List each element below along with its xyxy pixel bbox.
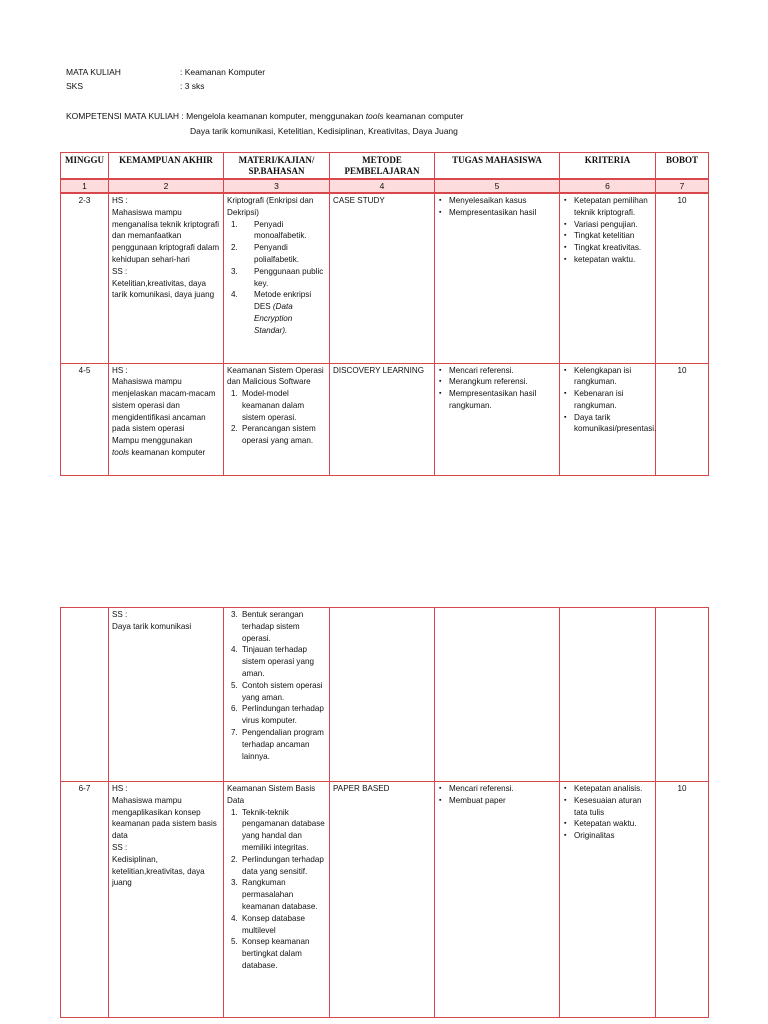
bobot-cell	[656, 608, 709, 782]
materi-item: 3. Penggunaan public key.	[240, 266, 326, 290]
kriteria-cell	[560, 363, 656, 475]
materi-title: Kriptografi (Enkripsi dan Dekripsi)	[227, 196, 314, 217]
kriteria-item: ▪ Ketepatan analisis.	[574, 783, 652, 795]
col-number: 2	[109, 179, 224, 193]
table-row	[61, 193, 709, 363]
sks-label: SKS	[66, 81, 84, 91]
rps-table-part-1	[60, 152, 709, 476]
materi-item	[240, 289, 326, 336]
tugas-item: ▪ Mencari referensi.	[449, 783, 556, 795]
materi-item: 2. Perlindungan terhadap data yang sensitif.	[240, 854, 326, 878]
kompetensi-line-1	[66, 111, 464, 122]
kemampuan-line: SS :	[112, 266, 128, 276]
materi-list	[227, 609, 326, 762]
bobot-cell: 10	[656, 193, 709, 363]
col-header-kriteria: KRITERIA	[560, 153, 656, 180]
kriteria-item: ▪ Tingkat kreativitas.	[574, 242, 652, 254]
materi-list	[227, 388, 326, 447]
materi-item: 3. Rangkuman permasalahan keamanan database.	[240, 877, 326, 912]
metode-cell	[330, 608, 435, 782]
tugas-list	[438, 365, 556, 412]
kemampuan-line: SS :	[112, 610, 128, 619]
kriteria-item: ▪ Variasi pengujian.	[574, 219, 652, 231]
materi-title: Keamanan Sistem Basis Data	[227, 784, 316, 805]
kriteria-cell	[560, 193, 656, 363]
tugas-item: ▪ Merangkum referensi.	[449, 376, 556, 388]
table-row	[61, 363, 709, 475]
kemampuan-line: Daya tarik komunikasi	[112, 621, 192, 631]
minggu-cell: 4-5	[61, 363, 109, 475]
col-header-tugas: TUGAS MAHASISWA	[435, 153, 560, 180]
minggu-cell: 6-7	[61, 782, 109, 1018]
kompetensi-tools: tools	[365, 111, 384, 121]
kemampuan-line: HS :	[112, 196, 128, 205]
tugas-item: ▪ Mempresentasikan hasil rangkuman.	[449, 388, 556, 412]
materi-item: 7. Pengendalian program terhadap ancaman lainnya.	[240, 727, 326, 762]
kriteria-cell	[560, 608, 656, 782]
col-header-bobot: BOBOT	[656, 153, 709, 180]
kemampuan-line: Mampu menggunakan	[112, 436, 193, 446]
kriteria-item: ▪ Ketepatan pemilihan teknik kriptografi.	[574, 195, 652, 219]
tugas-item: ▪ Mempresentasikan hasil	[449, 207, 556, 219]
materi-item: 4. Konsep database multilevel	[240, 913, 326, 937]
materi-cell	[224, 782, 330, 1018]
kriteria-item: ▪ ketepatan waktu.	[574, 254, 652, 266]
kriteria-item: ▪ Kebenaran isi rangkuman.	[574, 388, 652, 412]
kriteria-item: ▪ Ketepatan waktu.	[574, 818, 652, 830]
metode-cell: CASE STUDY	[330, 193, 435, 363]
kriteria-item: ▪ Kesesuaian aturan tata tulis	[574, 795, 652, 819]
table-header-row	[61, 153, 709, 180]
col-number: 5	[435, 179, 560, 193]
tugas-cell	[435, 608, 560, 782]
minggu-cell	[61, 608, 109, 782]
materi-cell	[224, 193, 330, 363]
col-number: 1	[61, 179, 109, 193]
materi-title: Keamanan Sistem Operasi dan Malicious Software	[227, 365, 324, 387]
kriteria-item: ▪ Kelengkapan isi rangkuman.	[574, 365, 652, 389]
kriteria-item: ▪ Tingkat ketelitian	[574, 230, 652, 242]
materi-cell	[224, 363, 330, 475]
materi-des-note: (Data Encryption Standar).	[254, 302, 293, 335]
kemampuan-line: Kedisiplinan, ketelitian,kreativitas, daya juang	[112, 854, 205, 888]
kriteria-item: ▪ Originalitas	[574, 830, 652, 842]
materi-item: 6. Perlindungan terhadap virus komputer.	[240, 703, 326, 727]
kriteria-cell	[560, 782, 656, 1018]
column-number-row	[61, 179, 709, 193]
materi-item: 5. Konsep keamanan bertingkat dalam database.	[240, 936, 326, 971]
materi-item: 2. Perancangan sistem operasi yang aman.	[240, 423, 326, 447]
kemampuan-cell	[109, 608, 224, 782]
materi-item-text: Metode enkripsi DES	[254, 290, 312, 312]
kriteria-list	[563, 195, 652, 266]
col-header-minggu: MINGGU	[61, 153, 109, 180]
kemampuan-cell	[109, 193, 224, 363]
kemampuan-line: SS :	[112, 842, 128, 852]
kemampuan-line: Mahasiswa mampu mengaplikasikan konsep keamanan pada sistem basis data	[112, 795, 217, 841]
col-header-kemampuan: KEMAMPUAN AKHIR	[109, 153, 224, 180]
col-header-metode: METODE PEMBELAJARAN	[330, 153, 435, 180]
kemampuan-line: Mahasiswa mampu menganalisa teknik kriptografi dan memanfaatkan penggunaan kriptografi dalam kehidupan sehari-hari	[112, 207, 220, 264]
col-number: 6	[560, 179, 656, 193]
bobot-cell: 10	[656, 782, 709, 1018]
materi-item: 3. Bentuk serangan terhadap sistem operasi.	[240, 609, 326, 644]
materi-cell	[224, 608, 330, 782]
kemampuan-tools-suffix: keamanan komputer	[129, 448, 206, 458]
col-header-materi: MATERI/KAJIAN/ SP.BAHASAN	[224, 153, 330, 180]
kemampuan-line: HS :	[112, 784, 128, 793]
tugas-list	[438, 195, 556, 219]
kriteria-list	[563, 365, 657, 436]
metode-cell: DISCOVERY LEARNING	[330, 363, 435, 475]
kriteria-list	[563, 783, 652, 842]
tugas-item: ▪ Menyelesaikan kasus	[449, 195, 556, 207]
materi-item: 1. Penyadi monoalfabetik.	[240, 219, 326, 243]
tugas-item: ▪ Mencari referensi.	[449, 365, 556, 377]
kemampuan-line: HS :	[112, 365, 128, 375]
materi-item: 5. Contoh sistem operasi yang aman.	[240, 680, 326, 704]
kompetensi-line-2: Daya tarik komunikasi, Ketelitian, Kedisiplinan, Kreativitas, Daya Juang	[190, 126, 458, 136]
kemampuan-line: Ketelitian,kreativitas, daya tarik komunikasi, daya juang	[112, 278, 215, 300]
kriteria-item: ▪ Daya tarik komunikasi/presentasi.	[574, 412, 652, 436]
metode-cell: PAPER BASED	[330, 782, 435, 1018]
kemampuan-tools: tools	[112, 448, 130, 458]
kemampuan-line: Mahasiswa mampu menjelaskan macam-macam sistem operasi dan mengidentifikasi ancaman pada sistem operasi	[112, 377, 216, 434]
mata-kuliah-label: MATA KULIAH	[66, 67, 121, 77]
bobot-cell: 10	[656, 363, 709, 475]
kompetensi-suffix: keamanan computer	[383, 111, 464, 121]
rps-table-part-2	[60, 607, 709, 1018]
table-row	[61, 782, 709, 1018]
tugas-cell	[435, 193, 560, 363]
tugas-cell	[435, 363, 560, 475]
col-number: 3	[224, 179, 330, 193]
materi-item: 2. Penyandi polialfabetik.	[240, 242, 326, 266]
table-row	[61, 608, 709, 782]
kemampuan-cell	[109, 782, 224, 1018]
tugas-item: ▪ Membuat paper	[449, 795, 556, 807]
kompetensi-prefix: KOMPETENSI MATA KULIAH : Mengelola keamanan komputer, menggunakan	[66, 111, 366, 121]
col-number: 7	[656, 179, 709, 193]
mata-kuliah-value: : Keamanan Komputer	[180, 67, 266, 77]
materi-list	[227, 807, 326, 972]
materi-item: 4. Tinjauan terhadap sistem operasi yang aman.	[240, 644, 326, 679]
tugas-cell	[435, 782, 560, 1018]
col-number: 4	[330, 179, 435, 193]
materi-item: 1. Model-model keamanan dalam sistem operasi.	[240, 388, 326, 423]
kemampuan-cell	[109, 363, 224, 475]
kemampuan-tools-line	[112, 447, 220, 459]
materi-list	[227, 219, 326, 337]
minggu-cell: 2-3	[61, 193, 109, 363]
materi-item: 1. Teknik-teknik pengamanan database yang handal dan memiliki integritas.	[240, 807, 326, 854]
tugas-list	[438, 783, 556, 807]
sks-value: : 3 sks	[180, 81, 205, 91]
